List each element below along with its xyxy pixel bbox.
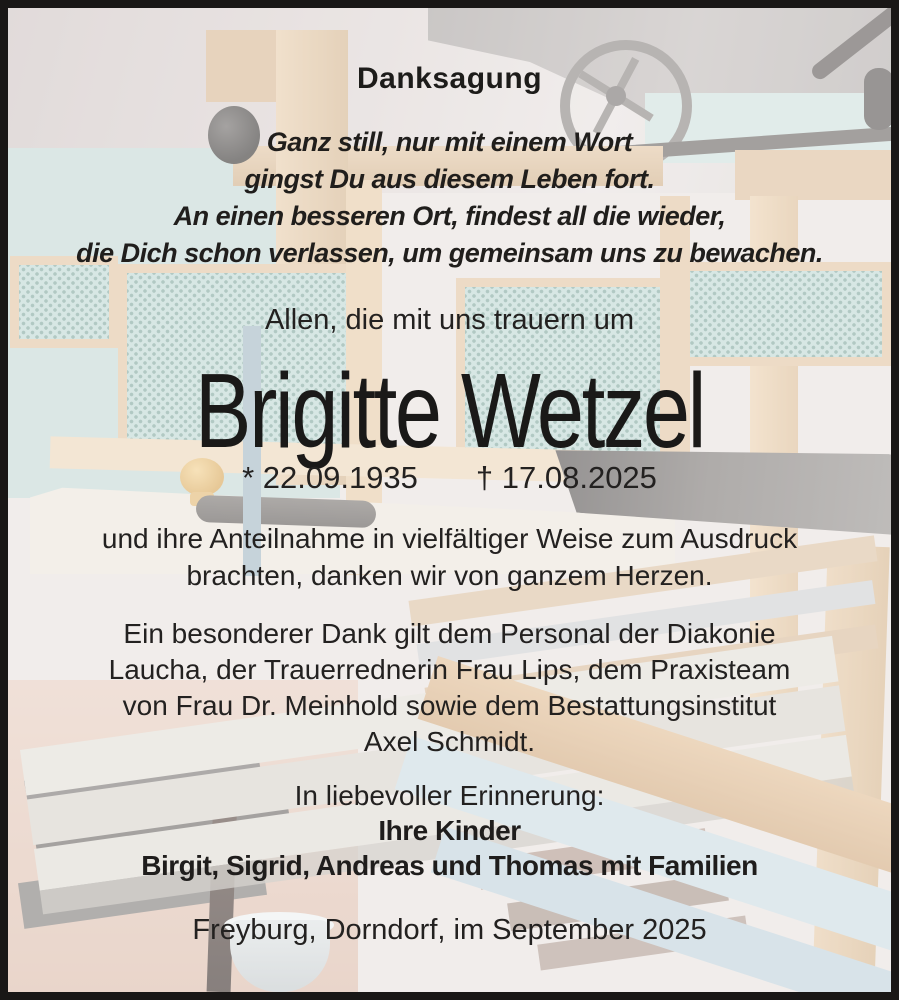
poem-line: Ganz still, nur mit einem Wort: [266, 127, 633, 157]
poem-line: die Dich schon verlassen, um gemeinsam uns zu bewachen.: [76, 238, 823, 268]
death-date: † 17.08.2025: [475, 460, 657, 495]
thanks-line: und ihre Anteilnahme in vielfältiger Weise zum Ausdruck: [101, 523, 798, 554]
children-label: Ihre Kinder: [378, 815, 521, 846]
children-names: Birgit, Sigrid, Andreas und Thomas mit Familien: [141, 850, 758, 881]
notice-text: [8, 8, 891, 992]
special-thanks-paragraph: [8, 616, 891, 760]
deceased-name: Brigitte Wetzel: [194, 352, 705, 470]
life-dates: [8, 460, 891, 496]
special-thanks-line: Axel Schmidt.: [363, 726, 536, 757]
place-and-date: Freyburg, Dorndorf, im September 2025: [192, 914, 707, 946]
intro-line: Allen, die mit uns trauern um: [264, 304, 635, 336]
birth-date: * 22.09.1935: [242, 460, 418, 495]
special-thanks-line: von Frau Dr. Meinhold sowie dem Bestattungsinstitut: [122, 690, 777, 721]
thanks-paragraph: [8, 520, 891, 594]
notice-title: Danksagung: [356, 62, 543, 95]
remembrance-line: In liebevoller Erinnerung:: [294, 780, 605, 811]
thanks-line: brachten, danken wir von ganzem Herzen.: [186, 560, 713, 591]
memorial-poem: [8, 124, 891, 272]
poem-line: An einen besseren Ort, findest all die wieder,: [173, 201, 726, 231]
remembrance-block: [8, 778, 891, 883]
special-thanks-line: Ein besonderer Dank gilt dem Personal der Diakonie: [123, 618, 776, 649]
special-thanks-line: Laucha, der Trauerrednerin Frau Lips, dem Praxisteam: [108, 654, 791, 685]
poem-line: gingst Du aus diesem Leben fort.: [244, 164, 655, 194]
